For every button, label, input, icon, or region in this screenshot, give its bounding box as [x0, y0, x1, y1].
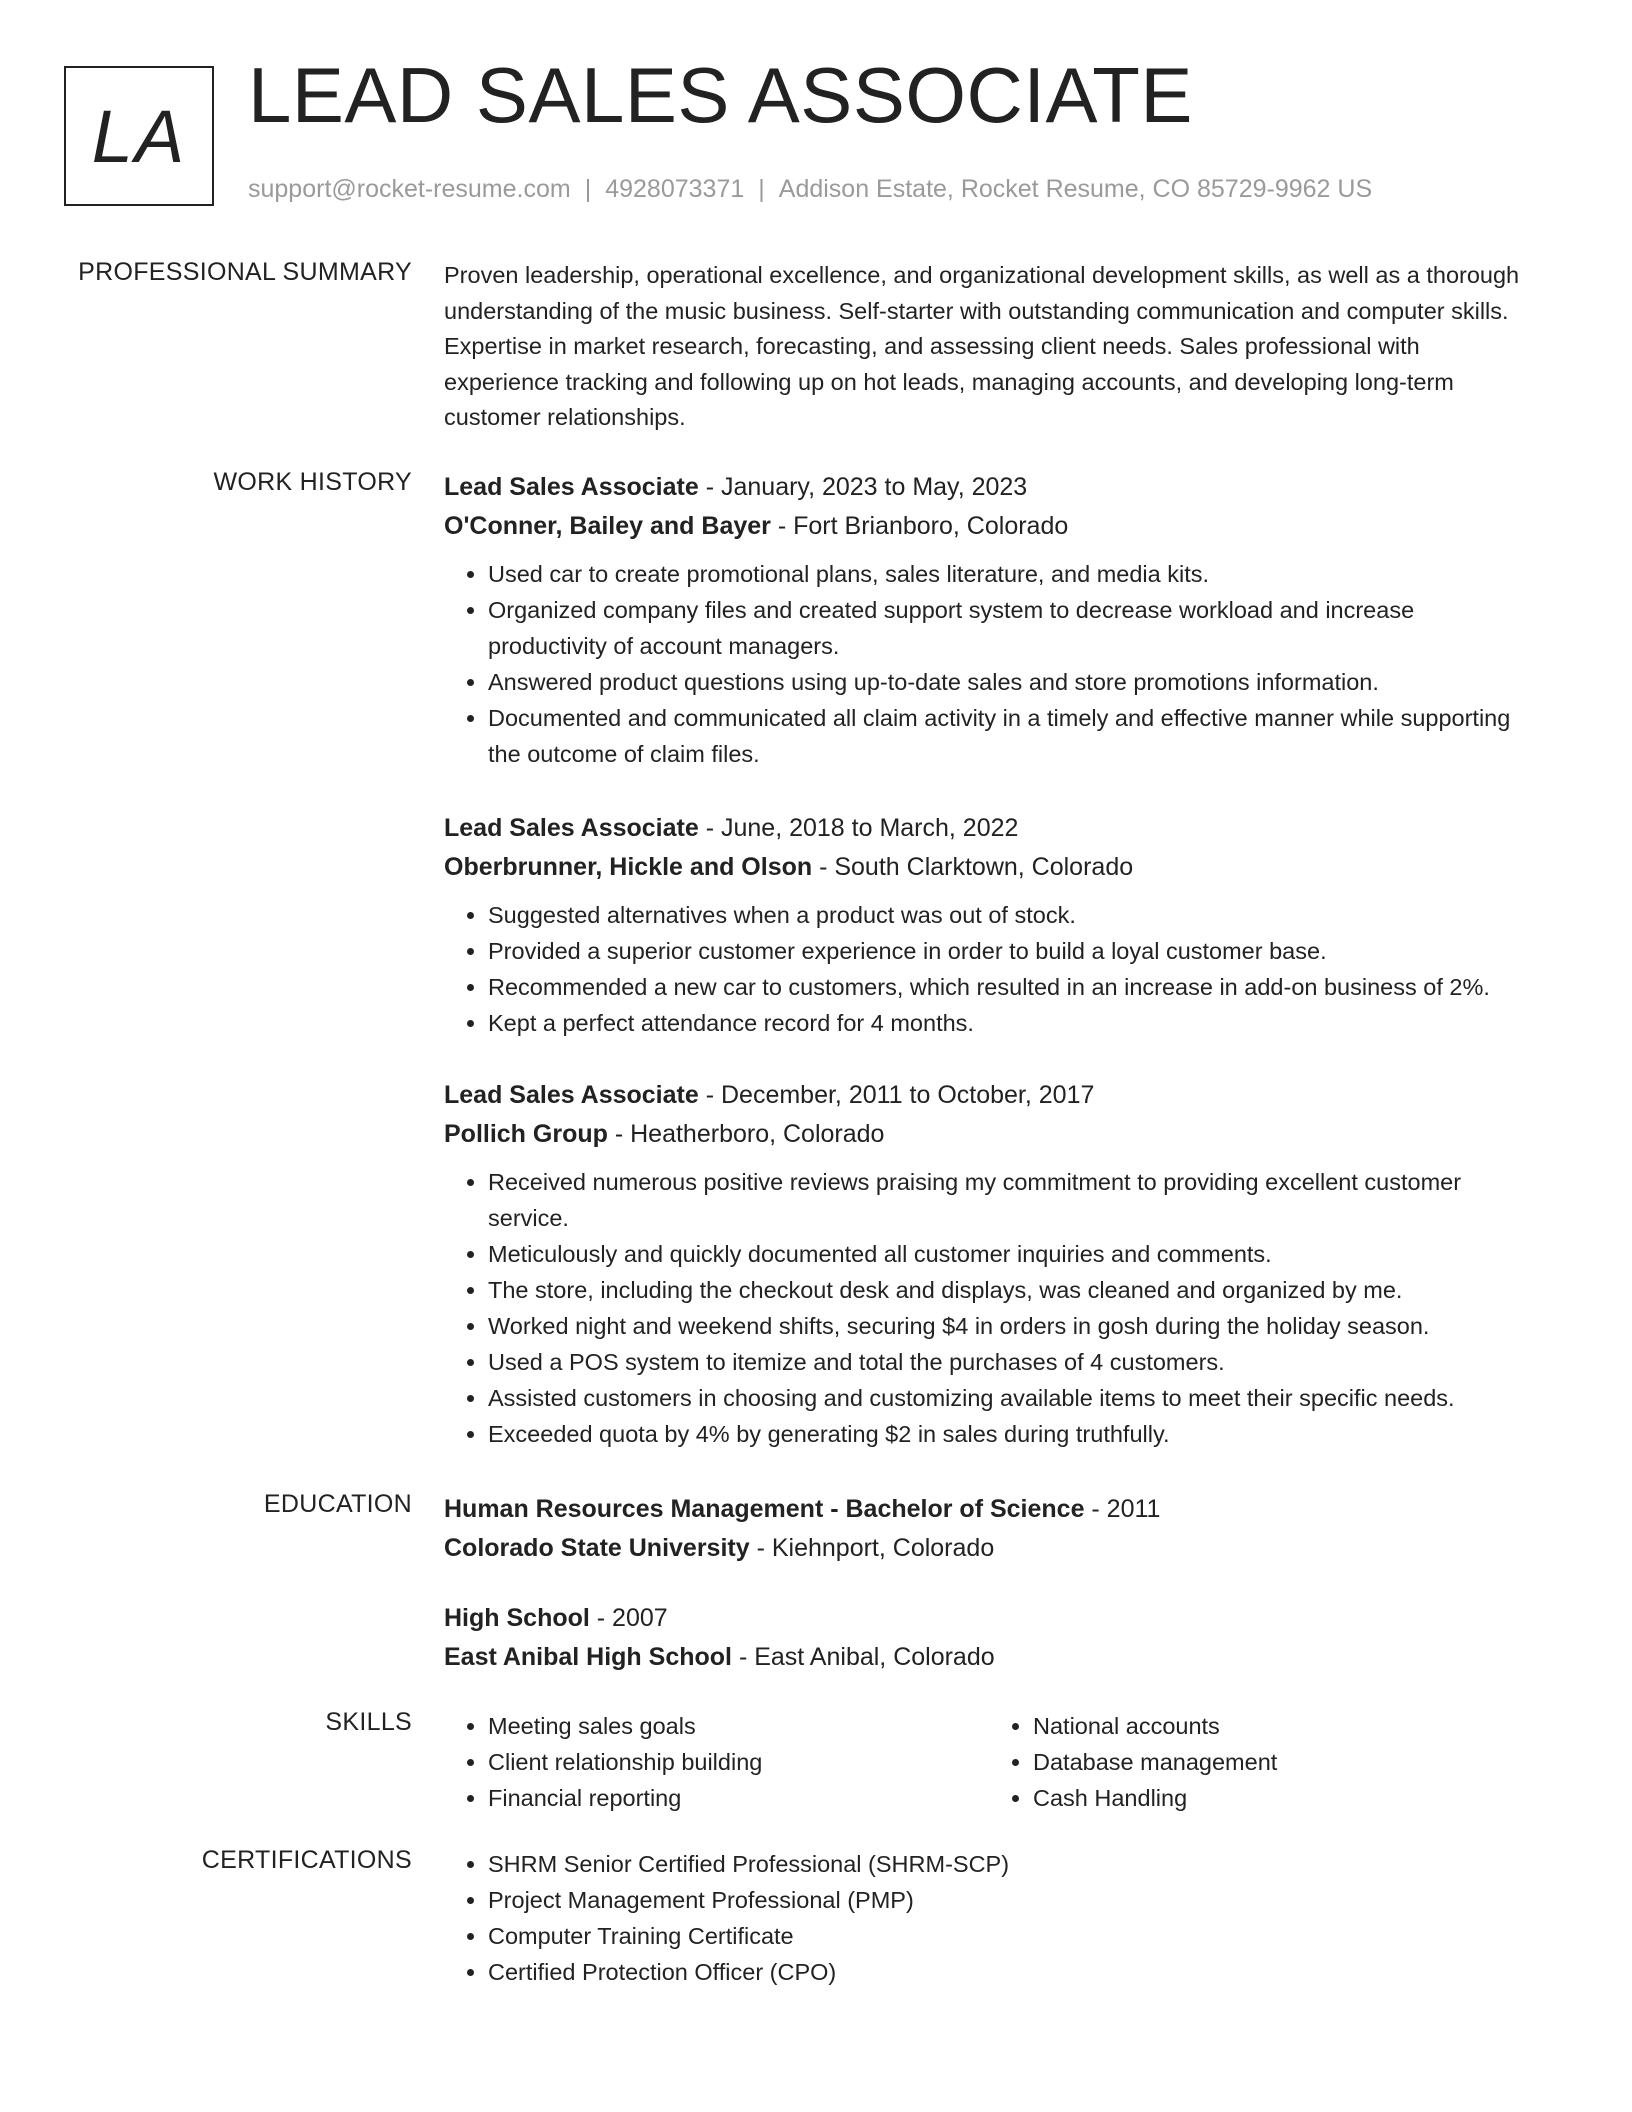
contact-address: Addison Estate, Rocket Resume, CO 85729-9962 US: [778, 175, 1373, 203]
resume-name: LEAD SALES ASSOCIATE: [248, 51, 1193, 139]
education-degree: High School: [444, 1604, 590, 1632]
job-dates: - December, 2011 to October, 2017: [698, 1081, 1095, 1109]
education-school: East Anibal High School: [444, 1643, 732, 1671]
list-item: • Used a POS system to itemize and total the purchases of 4 customers.: [488, 1344, 1534, 1380]
job-dates: - June, 2018 to March, 2022: [698, 814, 1019, 842]
job-bullets: [444, 556, 1534, 772]
job-title: Lead Sales Associate: [444, 1081, 699, 1109]
job-title: Lead Sales Associate: [444, 814, 699, 842]
contact-email: support@rocket-resume.com: [248, 175, 571, 203]
job-bullets: [444, 1164, 1534, 1452]
list-item: • Assisted customers in choosing and customizing available items to meet their specific needs.: [488, 1380, 1534, 1416]
education-degree-line: [444, 1599, 1534, 1638]
list-item: • Kept a perfect attendance record for 4 months.: [488, 1005, 1534, 1041]
list-item: • Computer Training Certificate: [488, 1918, 1534, 1954]
summary-text: Proven leadership, operational excellence, and organizational development skills, as well as a thorough understanding of the music business. Self-starter with outstanding communication and computer skills. Expertise in market research, forecasting, and assessing client needs. Sales professional with experience tracking and following up on hot leads, managing accounts, and developing long-term customer relationships.: [444, 262, 1520, 430]
list-item: • Suggested alternatives when a product was out of stock.: [488, 897, 1534, 933]
job-title-line: [444, 468, 1534, 507]
section-label-work: WORK HISTORY: [213, 468, 412, 496]
list-item: • Meticulously and quickly documented all customer inquiries and comments.: [488, 1236, 1534, 1272]
job-company-line: [444, 1115, 1534, 1154]
skills-grid: [444, 1708, 1534, 1816]
skills-list-left: [444, 1708, 989, 1816]
contact-separator: |: [584, 175, 592, 203]
job-entry: [444, 809, 1534, 1041]
certifications-list: [444, 1846, 1534, 1990]
list-item: • Meeting sales goals: [488, 1708, 989, 1744]
list-item: • Organized company files and created support system to decrease workload and increase productivity of account managers.: [488, 592, 1534, 664]
list-item: • Certified Protection Officer (CPO): [488, 1954, 1534, 1990]
list-item: • Received numerous positive reviews praising my commitment to providing excellent customer service.: [488, 1164, 1534, 1236]
skills-list-right: [989, 1708, 1534, 1816]
education-year: - 2011: [1084, 1495, 1161, 1523]
job-location: - South Clarktown, Colorado: [812, 853, 1134, 881]
list-item: • Used car to create promotional plans, sales literature, and media kits.: [488, 556, 1534, 592]
job-title-line: [444, 809, 1534, 848]
list-item: • Client relationship building: [488, 1744, 989, 1780]
education-location: - East Anibal, Colorado: [732, 1643, 995, 1671]
job-bullets: [444, 897, 1534, 1041]
monogram-box: [64, 66, 214, 206]
list-item: • Answered product questions using up-to-date sales and store promotions information.: [488, 664, 1534, 700]
list-item: • Documented and communicated all claim activity in a timely and effective manner while supporting the outcome of claim files.: [488, 700, 1534, 772]
certifications-body: [444, 1846, 1534, 1990]
contact-separator: |: [758, 175, 765, 203]
list-item: • Cash Handling: [1033, 1780, 1534, 1816]
education-year: - 2007: [589, 1604, 668, 1632]
list-item: • Database management: [1033, 1744, 1534, 1780]
skills-body: [444, 1708, 1534, 1816]
monogram-initials: LA: [91, 94, 187, 178]
job-location: - Fort Brianboro, Colorado: [770, 512, 1069, 540]
job-company: O'Conner, Bailey and Bayer: [444, 512, 771, 540]
job-company: Pollich Group: [444, 1120, 608, 1148]
education-degree-line: [444, 1490, 1534, 1529]
skills-column-left: [444, 1708, 989, 1816]
list-item: • Recommended a new car to customers, which resulted in an increase in add-on business of 2%.: [488, 969, 1534, 1005]
list-item: • SHRM Senior Certified Professional (SHRM-SCP): [488, 1846, 1534, 1882]
education-school: Colorado State University: [444, 1534, 750, 1562]
contact-line: [248, 175, 1372, 204]
job-location: - Heatherboro, Colorado: [607, 1120, 885, 1148]
list-item: • Project Management Professional (PMP): [488, 1882, 1534, 1918]
job-title: Lead Sales Associate: [444, 473, 699, 501]
summary-body: [444, 258, 1534, 436]
education-degree: Human Resources Management - Bachelor of Science: [444, 1495, 1085, 1523]
education-entry: [444, 1599, 1534, 1677]
education-school-line: [444, 1638, 1534, 1677]
section-label-skills: SKILLS: [325, 1708, 412, 1736]
education-entry: [444, 1490, 1534, 1568]
list-item: • Provided a superior customer experience in order to build a loyal customer base.: [488, 933, 1534, 969]
job-entry: [444, 1076, 1534, 1452]
list-item: • Exceeded quota by 4% by generating $2 in sales during truthfully.: [488, 1416, 1534, 1452]
contact-phone: 4928073371: [605, 175, 745, 203]
list-item: • Financial reporting: [488, 1780, 989, 1816]
job-dates: - January, 2023 to May, 2023: [698, 473, 1028, 501]
job-title-line: [444, 1076, 1534, 1115]
section-label-summary: PROFESSIONAL SUMMARY: [78, 258, 412, 286]
list-item: • The store, including the checkout desk and displays, was cleaned and organized by me.: [488, 1272, 1534, 1308]
section-label-education: EDUCATION: [263, 1490, 412, 1518]
list-item: • Worked night and weekend shifts, securing $4 in orders in gosh during the holiday season.: [488, 1308, 1534, 1344]
education-location: - Kiehnport, Colorado: [749, 1534, 995, 1562]
job-entry: [444, 468, 1534, 772]
skills-column-right: [989, 1708, 1534, 1816]
job-company: Oberbrunner, Hickle and Olson: [444, 853, 813, 881]
job-company-line: [444, 848, 1534, 887]
section-label-certifications: CERTIFICATIONS: [201, 1846, 412, 1874]
education-school-line: [444, 1529, 1534, 1568]
job-company-line: [444, 507, 1534, 546]
list-item: • National accounts: [1033, 1708, 1534, 1744]
